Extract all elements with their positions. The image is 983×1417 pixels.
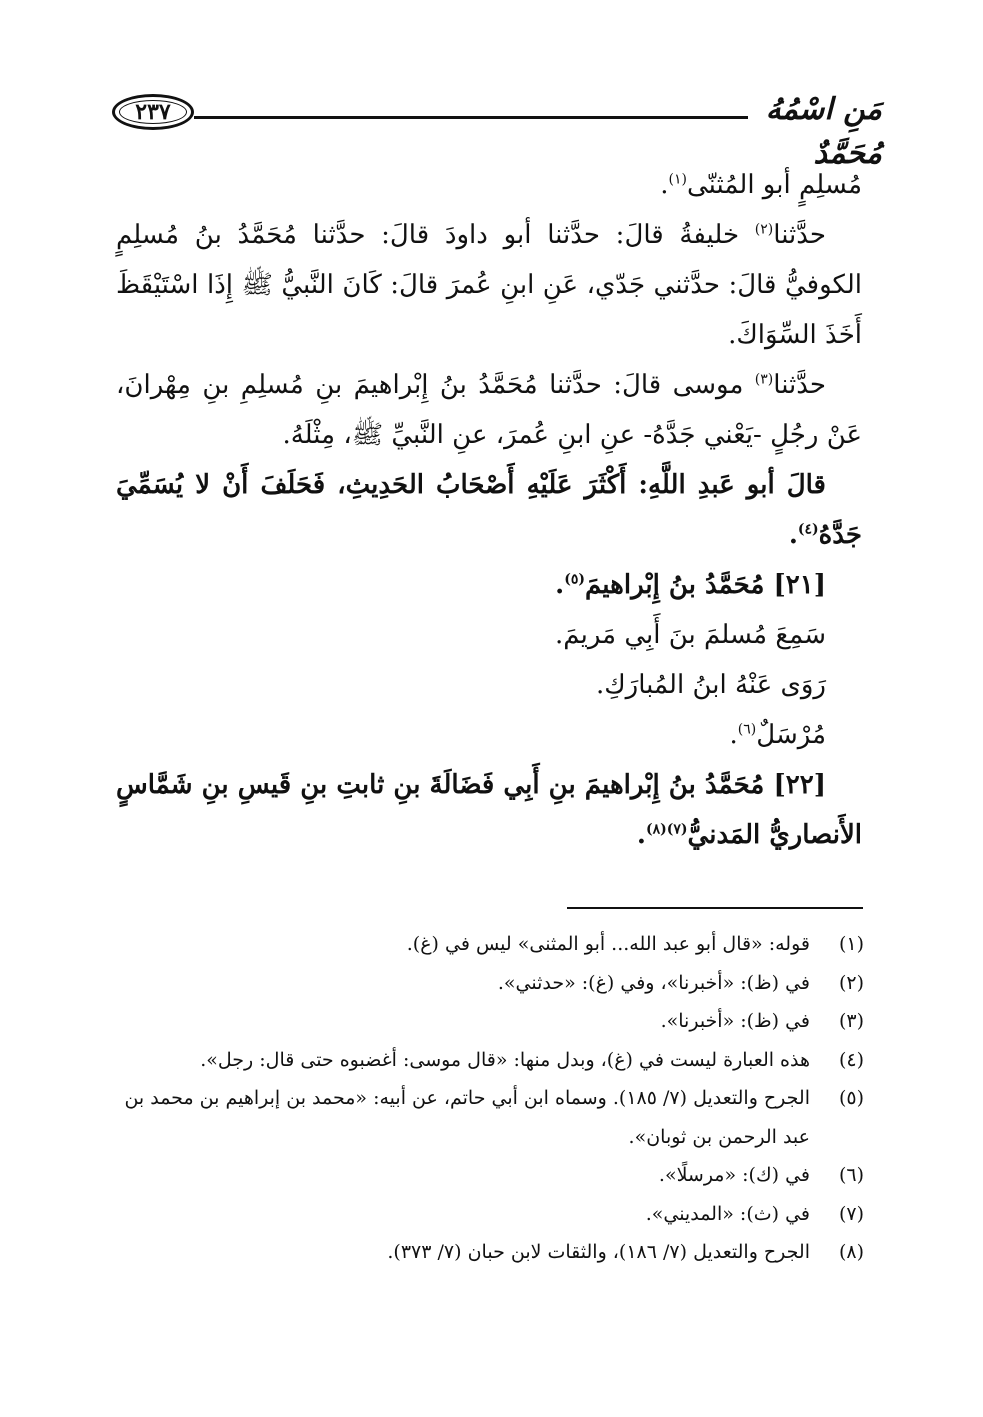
page-header xyxy=(112,88,882,171)
paragraph-4: قالَ أبو عَبدِ اللَّهِ: أَكْثَرَ عَلَيْهِ أَصْحَابُ الحَدِيثِ، فَحَلَفَ أَنْ لا يُسَمِّيَ جَدَّهُ$^{(٤)}$. xyxy=(116,470,862,550)
footnote-number: (٢) xyxy=(838,971,864,994)
footnote-ref: (٥) xyxy=(564,571,585,588)
footnote-8 xyxy=(116,1233,864,1272)
footnote-ref: (١) xyxy=(668,171,687,188)
running-title: مَنِ اسْمُهُ مُحَمَّدٌ xyxy=(765,92,882,171)
header-rule xyxy=(194,116,748,119)
entry-21 xyxy=(116,560,862,760)
footnote-ref: (٢) xyxy=(754,221,774,238)
entry-22-title: [٢٢] مُحَمَّدُ بنُ إِبْراهيمَ بنِ أَبِي فَضَالَةَ بنِ ثابتِ بنِ قَيسِ بنِ شَمَّاسٍ xyxy=(116,770,826,800)
entry-22: [٢٢] مُحَمَّدُ بنُ إِبْراهيمَ بنِ أَبِي فَضَالَةَ بنِ ثابتِ بنِ قَيسِ بنِ شَمَّاسٍ الأَنصاريُّ المَدنيُّ$^{(٧)(٨)}$. xyxy=(116,770,862,850)
footnote-text: في (ك): «مرسلًا». xyxy=(658,1164,810,1186)
footnote-separator xyxy=(567,907,863,909)
paragraph-3: حدَّثنا$^{(٣)}$ موسى قالَ: حدَّثنا مُحَمَّدُ بنُ إِبْراهيمَ بنِ مُسلِمِ بنِ مِهْرانَ، عَنْ رجُلٍ -يَعْني جَدَّهُ- عنِ ابنِ عُمرَ، عنِ النَّبيِّ ﷺ، مِثْلَهُ. xyxy=(116,370,862,450)
footnote-ref: (٧)(٨) xyxy=(645,821,688,838)
footnote-number: (٣) xyxy=(838,1010,864,1032)
footnote-3 xyxy=(116,1002,864,1041)
paragraph-2: حدَّثنا$^{(٢)}$ خليفةُ قالَ: حدَّثنا أبو داودَ قالَ: حدَّثنا مُحَمَّدُ بنُ مُسلِمٍ الكوفيُّ قالَ: حدَّثني جَدّي، عَنِ ابنِ عُمرَ قالَ: كَانَ النَّبيُّ ﷺ إِذَا اسْتَيْقَظَ أَخَذَ السِّوَاكَ. xyxy=(116,220,863,350)
footnote-5 xyxy=(116,1079,864,1156)
footnote-text: قوله: «قال أبو عبد الله... أبو المثنى» ليس في (غ). xyxy=(406,933,810,955)
footnote-number: (٥) xyxy=(838,1087,864,1109)
footnote-number: (٦) xyxy=(838,1164,864,1186)
footnote-number: (٨) xyxy=(838,1241,864,1263)
footnote-ref: (٦) xyxy=(737,721,757,738)
entry-21-title: [٢١] مُحَمَّدُ بنُ إِبْراهيمَ$^{(٥)}$. xyxy=(555,570,826,600)
footnote-text: في (ظ): «أخبرنا». xyxy=(660,1010,810,1032)
footnote-number: (١) xyxy=(838,933,864,955)
footnote-text: في (ظ): «أخبرنا»، وفي (غ): «حدثني». xyxy=(497,971,810,994)
footnote-text: الجرح والتعديل (٧/ ١٨٦)، والثقات لابن حبان (٧/ ٣٧٣). xyxy=(387,1241,810,1263)
footnote-ref: (٤) xyxy=(797,521,819,538)
footnote-text: هذه العبارة ليست في (غ)، وبدل منها: «قال موسى: أغضبوه حتى قال: رجل». xyxy=(200,1048,810,1071)
footnote-4 xyxy=(116,1041,864,1080)
entry-21-line-1: سَمِعَ مُسلمَ بنَ أَبِي مَريمَ. xyxy=(555,620,826,650)
entry-21-line-2: رَوَى عَنْهُ ابنُ المُبارَكِ. xyxy=(595,670,826,700)
footnote-text: الجرح والتعديل (٧/ ١٨٥). وسماه ابن أبي حاتم، عن أبيه: «محمد بن إبراهيم بن محمد بن عبد الرحمن بن ثوبان». xyxy=(124,1087,810,1148)
main-text xyxy=(116,160,862,860)
footnotes xyxy=(116,925,864,1272)
footnote-number: (٤) xyxy=(838,1048,864,1071)
footnote-6 xyxy=(116,1156,864,1195)
footnote-7 xyxy=(116,1195,864,1234)
footnote-2 xyxy=(116,964,864,1003)
paragraph-1: مُسلِمٍ أبو المُثنّى$^{(١)}$. xyxy=(660,170,862,200)
footnote-number: (٧) xyxy=(838,1202,864,1225)
footnote-ref: (٣) xyxy=(754,371,774,388)
page-number-badge xyxy=(112,94,194,130)
page-number: ٢٣٧ xyxy=(135,99,171,125)
footnote-1 xyxy=(116,925,864,964)
footnote-text: في (ث): «المديني». xyxy=(645,1202,810,1225)
entry-21-line-3: مُرْسَلٌ$^{(٦)}$. xyxy=(729,720,826,750)
